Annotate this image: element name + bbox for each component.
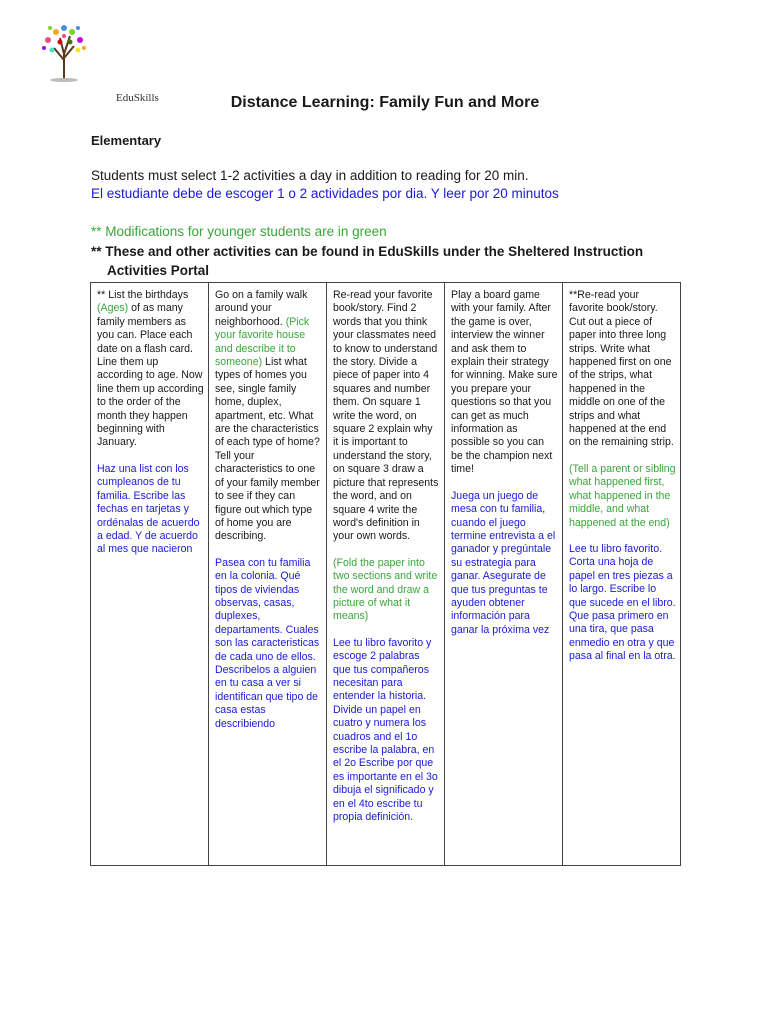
instructions-english: Students must select 1-2 activities a day in addition to reading for 20 min. (91, 168, 529, 183)
activity-english (215, 289, 322, 544)
table-row (91, 283, 681, 866)
modification-text: (Pick your favorite house and describe it to someone) (215, 315, 310, 369)
logo-brand-text: EduSkills (116, 92, 159, 104)
activity-spanish: Lee tu libro favorito. Corta una hoja de papel en tres piezas a lo largo. Escribe lo que sucede en el libro. Que pasa primero en una tira, que pasa enmedio en otra y que pasa al final en la otra. (569, 542, 676, 663)
activity-cell-board-game (445, 283, 563, 866)
activity-cell-vocabulary (327, 283, 445, 866)
activity-english: Play a board game with your family. After the game is over, interview the winner and ask them to explain their strategy for winning. Make sure you prepare your questions so that you can get as much information as possible so you can be the champion next time! (451, 289, 558, 476)
activity-spanish: Lee tu libro favorito y escoge 2 palabras que tus compañeros necesitan para entender la historia. Divide un papel en cuatro y numera los cuadros and el 1o escribe la palabra, en el 2o Escribe por que es importante en el 3o dibuja el significado y en el 4to escribe tu propia definición. (333, 636, 438, 824)
grade-level-heading: Elementary (91, 133, 162, 148)
page-title: Distance Learning: Family Fun and More (230, 94, 540, 111)
activity-spanish: Juega un juego de mesa con tu familia, cuando el juego termine entrevista a el ganador y pregúntale su estrategia para ganar. Asegurate de que tus preguntas te ayuden obtener información para ganar la próxima vez (451, 489, 556, 636)
activity-cell-story-strips (563, 283, 681, 866)
activity-english: Re-read your favorite book/story. Find 2 words that you think your classmates need to know to understand the story. Divide a piece of paper into 4 squares and number them. On square 1 write the word, on square 2 explain why it is important to understand the story, on square 3 draw a picture that represents the word, and on square 4 write the word's definition in your own words. (333, 289, 439, 543)
activity-text: Go on a family walk around your neighborhood. (215, 289, 308, 328)
modification-text: (Fold the paper into two sections and write the word and draw a picture of what it means) (333, 556, 438, 623)
activities-table (90, 282, 681, 866)
activity-english (97, 289, 204, 450)
activity-text: List what types of homes you see, single family home, duplex, apartment, etc. What are the characteristics of each type of home? Tell your characteristics to one of your family member to see if they can figure out which type of home you are describing. (215, 356, 320, 543)
modification-text: (Tell a parent or sibling what happened first, what happened in the middle, and what happened at the end) (569, 462, 676, 529)
activity-cell-birthdays (91, 283, 209, 866)
activity-cell-family-walk (209, 283, 327, 866)
modification-note: ** Modifications for younger students are in green (91, 224, 387, 239)
portal-note-line2: Activities Portal (107, 263, 210, 278)
tree-icon (34, 20, 94, 82)
eduskills-logo (34, 20, 159, 104)
modification-text: (Ages) (97, 302, 129, 315)
activity-english: **Re-read your favorite book/story. Cut out a piece of paper into three long strips. Write what happened first on one of the strips, what happened in the middle on one of the strips and what happened at the end on the remaining strip. (569, 289, 674, 449)
portal-note (91, 242, 691, 280)
activity-text: of as many family members as you can. Place each date on a flash card. Line them up according to age. Now line them up according to the order of the month they happen beginning with January. (97, 302, 204, 449)
instructions-spanish: El estudiante debe de escoger 1 o 2 actividades por dia. Y leer por 20 minutos (91, 186, 559, 201)
activity-spanish: Pasea con tu familia en la colonia. Qué tipos de viviendas observas, casas, duplexes, departaments. Cuales son las caracteristicas de cada uno de ellos. Describelos a alguien en tu casa a ver si identifican que tipo de casa estas describiendo (215, 556, 320, 730)
activity-text: ** List the birthdays (97, 289, 189, 301)
portal-note-line1: ** These and other activities can be found in EduSkills under the Sheltered Instruction (91, 244, 644, 259)
activity-spanish: Haz una list con los cumpleanos de tu familia. Escribe las fechas en tarjetas y ordénalas de acuerdo a edad. Y de acuerdo al mes que nacieron (97, 462, 200, 556)
